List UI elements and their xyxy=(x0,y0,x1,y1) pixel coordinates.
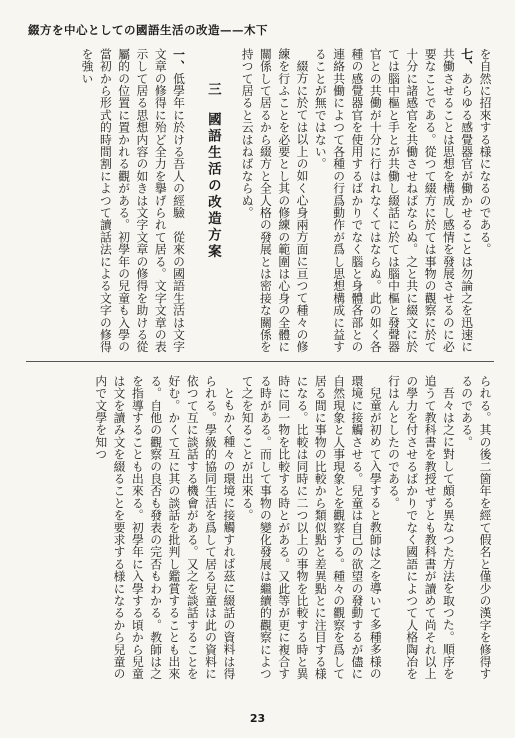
paragraph: を自然に招來する様になるのである。 xyxy=(478,48,492,256)
section-number: 三 xyxy=(204,81,221,99)
paragraph: 綴方に於ては以上の如く心身兩方面に亘つて種々の修練を行ふことを必要とし其の修練の範圍は心身の全體に關係して居るから綴方と全人格の發展とは密接な關係を持つて居ると云はねばならぬ。 xyxy=(240,48,310,353)
paragraph: られる。其の後二箇年を經て假名と僅少の漢字を修得するのである。 xyxy=(459,375,492,680)
running-head: 綴方を中心としての國語生活の改造——木下 xyxy=(28,23,268,37)
lower-tier xyxy=(26,375,494,684)
paragraph-text: 低學年に於ける吾人の經驗 從來の國語生活は文字文章の修得に殆ど全力を擧げられて居る。文字文章の表示して居る思想内容の如きは文字文章の修得を助ける從屬的の位置に置かれる觀がある。初學年の兒童も入學の當初から形式的時間割によつて讀話法による文字の修得を強い xyxy=(80,48,186,353)
tier-divider xyxy=(26,361,494,362)
section-title: 國語生活の改造方案 xyxy=(204,111,221,261)
section-heading xyxy=(204,48,222,353)
paragraph: 兒童が初めて入學すると教師は之を導いて多種多様の環境に接觸させる。兒童は自己の欲望の發動するが儘に自然現象と人事現象とを觀察する。種々の觀察を爲して居る間に事物の比較から類似點と差異點とに注目する様になる。比較は同時に二つ以上の事物を比較する時と異時に同一物を比較する時とがある。又此等が更に複合する時がある。而して事物の變化發展は繼續的觀察によつて之を知ることが出來る。 xyxy=(240,375,383,680)
item-number: 一、 xyxy=(171,48,186,73)
item-number: 七、 xyxy=(459,48,474,73)
upper-tier xyxy=(26,48,494,353)
paragraph-text: あらゆる感覺器官が働かせることは勿論之を迅速に共働させることは思想を構成し感情を發展させるのに必要なことである。從つて綴方に於ては事物の觀察に於て十分に諸感官を共働させねばならぬ。之と共に綴文に於ては腦中樞と手とが共働し綴話に於ては腦中樞と發聲器官との共働が十分に行はれなくてはならぬ。此の如く各種の感覺器官を使用するばかりでなく腦と身體各部との連絡共働によつて各種の行爲動作が爲し思想構成に益することが無ではない。 xyxy=(313,48,474,353)
page-body xyxy=(26,48,494,684)
numbered-paragraph xyxy=(78,48,188,353)
numbered-paragraph xyxy=(311,48,476,353)
paragraph: 吾々は之に對して頗る異なつた方法を取つた。順序を追うて教科書を教授せずとも教科書が讀めて尚それ以上の學力を付させるばかりでなく國語によつて人格陶冶を行はんとしたのである。 xyxy=(386,375,456,680)
paragraph: ともかく種々の環境に接觸すれば茲に綴話の資料は得られる。學級的協同生活を爲して居る兒童は此の資料に依つて互に談話する機會がある。又之を談話することを好む。かくて互に其の談話を批判し鑑賞することも出來る。自他の觀察の良否も發表の完否もわかる。教師は之を指導することも出來る。初學年に入學する頃から兒童は文を讀み文を綴ることを要求する様になるから兒童の内で文學を知つ xyxy=(93,375,236,680)
page-number: 23 xyxy=(249,712,266,725)
